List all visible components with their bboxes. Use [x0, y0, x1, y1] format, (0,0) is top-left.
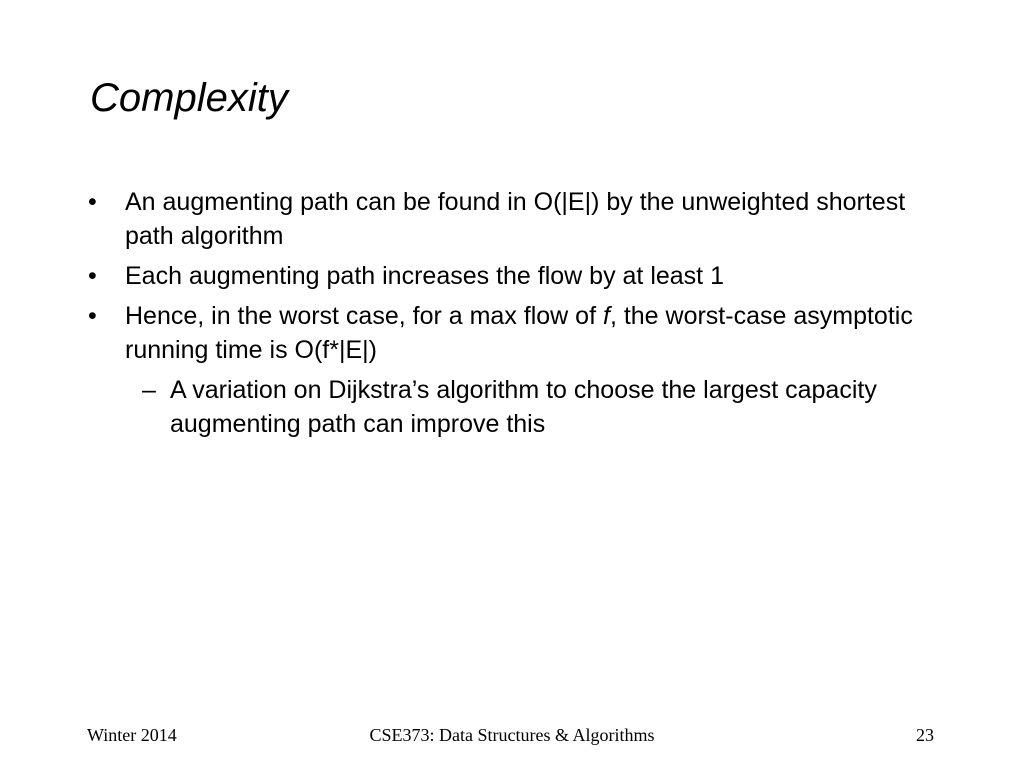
bullet-item — [0, 185, 925, 253]
bullet-marker: • — [88, 262, 97, 290]
bullet-marker: • — [88, 188, 97, 216]
variable-f: f — [602, 302, 610, 330]
bullet-text-part: , the worst-case asymptotic running time is O(f*|E|) — [125, 302, 913, 364]
footer-page-number: 23 — [916, 725, 934, 745]
footer-course: CSE373: Data Structures & Algorithms — [369, 725, 655, 745]
bullet-text — [125, 302, 913, 364]
sub-bullet-item — [0, 373, 900, 441]
bullet-text: Each augmenting path increases the flow by at least 1 — [125, 262, 724, 290]
bullet-list — [0, 185, 1024, 441]
slide-title: Complexity — [90, 76, 288, 120]
bullet-text-part: Hence, in the worst case, for a max flow of — [125, 302, 603, 330]
bullet-item — [0, 299, 925, 367]
sub-bullet-text: A variation on Dijkstra’s algorithm to choose the largest capacity augmenting path can improve this — [170, 376, 877, 438]
bullet-marker: • — [88, 302, 97, 330]
bullet-item — [0, 259, 925, 293]
bullet-text: An augmenting path can be found in O(|E|) by the unweighted shortest path algorithm — [125, 188, 906, 250]
sub-bullet-marker: – — [142, 376, 156, 404]
footer-term: Winter 2014 — [87, 725, 177, 745]
